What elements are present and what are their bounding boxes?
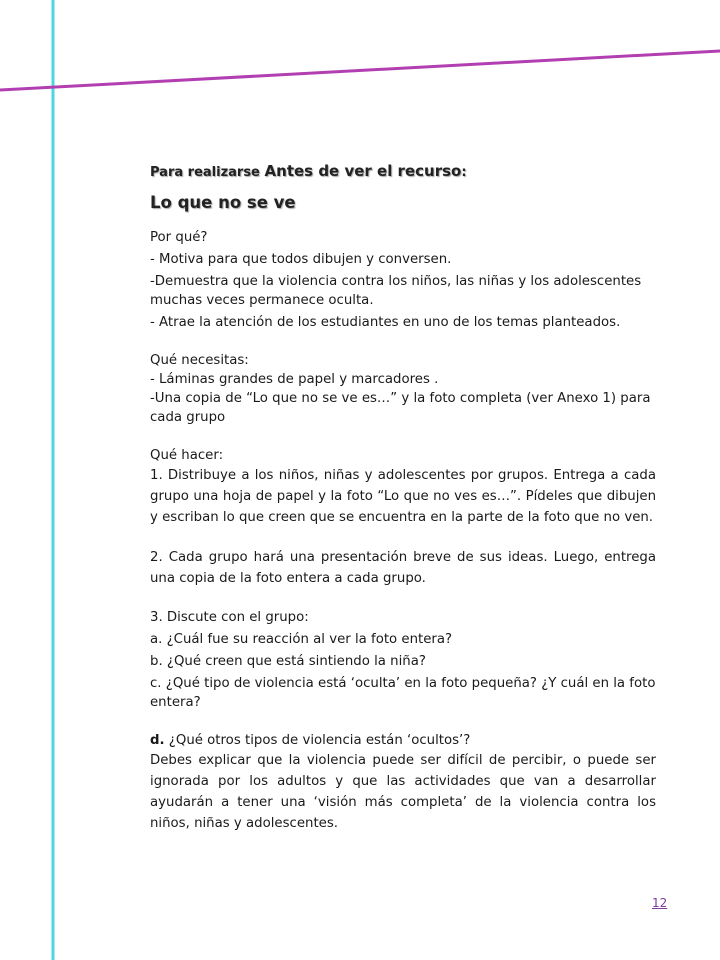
step-2: 2. Cada grupo hará una presentación breve de sus ideas. Luego, entrega una copia de la foto entera a cada grupo. xyxy=(150,550,656,586)
question-a: a. ¿Cuál fue su reacción al ver la foto entera? xyxy=(150,632,453,647)
page-title: Lo que no se ve xyxy=(150,193,296,212)
question-b: b. ¿Qué creen que está sintiendo la niña? xyxy=(150,654,426,669)
todo-label: Qué hacer: xyxy=(150,448,224,463)
step-1: 1. Distribuye a los niños, niñas y adolescentes por grupos. Entrega a cada grupo una hoja de papel y la foto “Lo que no ves es…”. Pídeles que dibujen y escriban lo que creen que se encuentra en la parte de la foto que no ven. xyxy=(150,468,656,525)
why-label: Por qué? xyxy=(150,230,208,245)
step-3-label: 3. Discute con el grupo: xyxy=(150,610,309,625)
why-item: - Atrae la atención de los estudiantes en uno de los temas planteados. xyxy=(150,315,621,330)
page-number: 12 xyxy=(652,896,668,910)
why-item: - Motiva para que todos dibujen y conversen. xyxy=(150,252,452,267)
needs-item: - Láminas grandes de papel y marcadores . xyxy=(150,372,439,387)
why-item: -Demuestra que la violencia contra los niños, las niñas y los adolescentes muchas veces permanece oculta. xyxy=(150,274,642,308)
heading-main: Antes de ver el recurso xyxy=(264,162,462,180)
needs-item: -Una copia de “Lo que no se ve es…” y la foto completa (ver Anexo 1) para cada grupo xyxy=(150,391,651,425)
closing-paragraph: Debes explicar que la violencia puede ser difícil de percibir, o puede ser ignorada por los adultos y que las actividades que van a desarrollar ayudarán a tener una ‘visión más completa’ de la violencia contra los niños, niñas y adolescentes. xyxy=(150,753,656,831)
needs-label: Qué necesitas: xyxy=(150,353,249,368)
question-d-label: d. xyxy=(150,733,165,748)
document-body xyxy=(150,162,656,834)
magenta-horizontal-rule xyxy=(0,51,720,90)
section-heading xyxy=(150,162,656,182)
question-c: c. ¿Qué tipo de violencia está ‘oculta’ en la foto pequeña? ¿Y cuál en la foto entera? xyxy=(150,676,656,710)
heading-suffix: : xyxy=(461,165,467,180)
question-d xyxy=(150,731,656,750)
question-d-text: ¿Qué otros tipos de violencia están ‘ocultos’? xyxy=(164,733,471,748)
heading-prefix: Para realizarse xyxy=(150,165,260,180)
